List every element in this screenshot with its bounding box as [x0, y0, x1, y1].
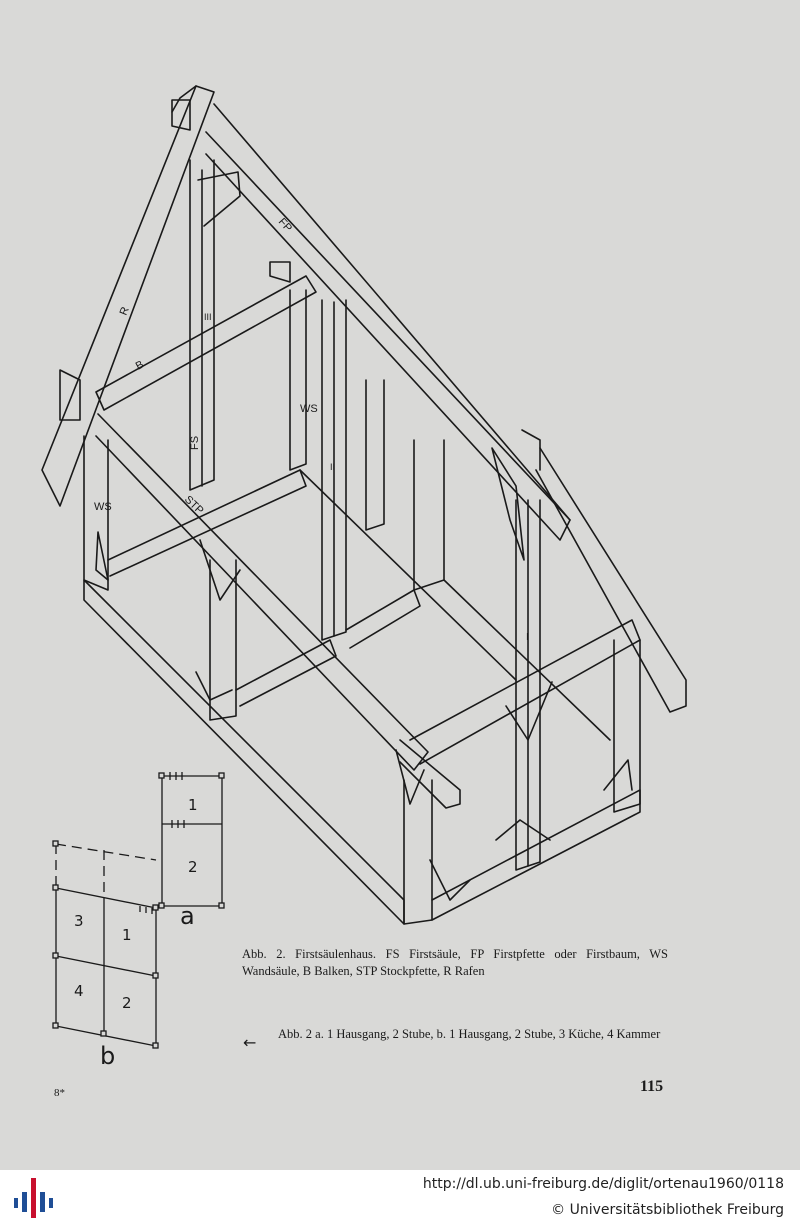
label-post-numeral-3: I	[526, 632, 529, 643]
plan-b-room-1: 1	[122, 926, 132, 944]
copyright-text: © Universitätsbibliothek Freiburg	[551, 1202, 784, 1218]
label-ws-left: WS	[94, 501, 112, 513]
stock-purlin-stp	[96, 414, 428, 770]
plan-caption: Abb. 2 a. 1 Hausgang, 2 Stube, b. 1 Hausgang, 2 Stube, 3 Küche, 4 Kammer	[278, 1027, 661, 1041]
label-post-numeral-2: II	[330, 462, 336, 472]
plan-b-room-3: 3	[74, 912, 84, 930]
ridge-purlin	[206, 132, 570, 540]
label-ws-mid: WS	[300, 403, 318, 415]
beam-b	[96, 276, 316, 410]
label-b: B	[133, 358, 146, 373]
footer-bar	[0, 1170, 800, 1226]
arrow-left-icon: ←	[243, 1033, 257, 1052]
rafter-right	[536, 448, 686, 712]
plan-a-room-2: 2	[188, 858, 198, 876]
floor-plan-a	[159, 772, 224, 908]
plan-b-room-2: 2	[122, 994, 132, 1012]
university-library-logo-icon	[12, 1176, 56, 1220]
plan-b-room-4: 4	[74, 982, 84, 1000]
sill-left	[84, 580, 404, 924]
label-stp: STP	[181, 493, 206, 518]
sill-front	[432, 790, 640, 920]
plan-a-room-1: 1	[188, 796, 198, 814]
plan-b-letter: b	[100, 1042, 116, 1070]
label-fs: FS	[189, 435, 201, 450]
label-r: R	[117, 305, 132, 318]
label-post-numeral-1: III	[204, 312, 212, 322]
floor-plan-b	[53, 841, 158, 1048]
sheet-mark: 8*	[54, 1087, 65, 1099]
page-number: 115	[640, 1078, 664, 1095]
label-fp: FP	[275, 215, 295, 235]
figure-caption: Abb. 2. Firstsäulenhaus. FS Firstsäule, FP Firstpfette oder Firstbaum, WS Wandsäule, B Balken, STP Stockpfette, R Rafen	[242, 947, 668, 978]
plan-a-letter: a	[180, 902, 195, 930]
source-link[interactable]: http://dl.ub.uni-freiburg.de/diglit/ortenau1960/0118	[422, 1176, 784, 1192]
